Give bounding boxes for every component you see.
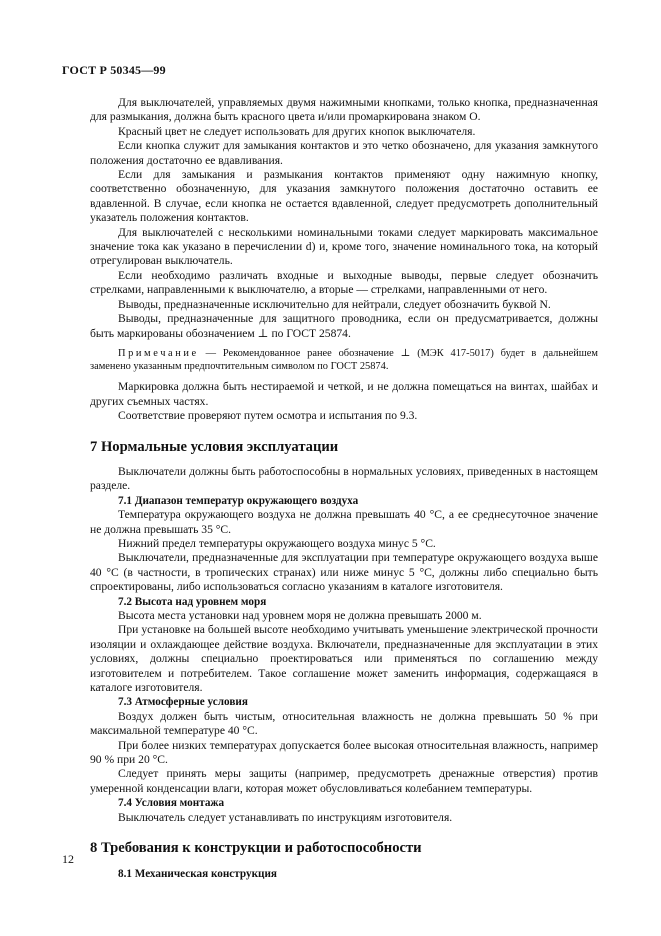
paragraph: Выключатель следует устанавливать по инструкциям изготовителя. (118, 810, 453, 824)
subsection-7-1-heading: 7.1 Диапазон температур окружающего воздуха (118, 494, 359, 507)
paragraph: При более низких температурах допускается более высокая относительная влажность, например 90 % при 20 °С. (90, 738, 598, 767)
paragraph: Соответствие проверяют путем осмотра и испытания по 9.3. (118, 409, 418, 423)
paragraph: Температура окружающего воздуха не должна превышать 40 °С, а ее среднесуточное значение не должна превышать 35 °С. (90, 508, 598, 536)
paragraph: Высота места установки над уровнем моря не должна превышать 2000 м. (118, 609, 482, 622)
section-7-heading: 7 Нормальные условия эксплуатации (90, 438, 339, 455)
note-text: — Рекомендованное ранее обозначение ⊥ (МЭК 417-5017) будет в дальнейшем заменено указанным предпочтительным символом по ГОСТ 25874. (90, 347, 598, 373)
paragraph: При установке на большей высоте необходимо учитывать уменьшение электрической прочности изоляции и охлаждающее действие воздуха. Включатели, предназначенные для эксплуатации в этих условиях, должны специально проектироваться или применяться по соглашению между изготовителем и потребителем. Такое соглашение может заменить информация, содержащаяся в каталоге изготовителя. (90, 623, 598, 695)
paragraph: Для выключателей, управляемых двумя нажимными кнопками, только кнопка, предназначенная для размыкания, должна быть красного цвета и/или промаркирована знаком О. (90, 96, 598, 124)
subsection-8-1-heading: 8.1 Механическая конструкция (118, 867, 277, 880)
subsection-7-4-heading: 7.4 Условия монтажа (118, 797, 225, 810)
paragraph: Маркировка должна быть нестираемой и четкой, и не должна помещаться на винтах, шайбах и других съемных частях. (90, 380, 598, 408)
paragraph: Нижний предел температуры окружающего воздуха минус 5 °С. (118, 536, 436, 550)
note (90, 347, 598, 373)
note-label: Примечание (118, 347, 199, 359)
page-content (90, 96, 598, 881)
paragraph: Выключатели должны быть работоспособны в нормальных условиях, приведенных в настоящем разделе. (90, 464, 598, 493)
paragraph: Выводы, предназначенные для защитного проводника, если он предусматривается, должны быть маркированы обозначением ⊥ по ГОСТ 25874. (90, 312, 598, 340)
page-number: 12 (62, 852, 74, 866)
section-8-heading: 8 Требования к конструкции и работоспособности (90, 840, 422, 857)
paragraph: Следует принять меры защиты (например, предусмотреть дренажные отверстия) против умеренной конденсации влаги, которая может обусловливаться колебанием температуры. (90, 767, 598, 795)
subsection-7-2-heading: 7.2 Высота над уровнем моря (118, 595, 267, 608)
paragraph: Красный цвет не следует использовать для других кнопок выключателя. (118, 124, 476, 138)
paragraph: Выводы, предназначенные исключительно для нейтрали, следует обозначить буквой N. (118, 297, 551, 311)
paragraph: Если для замыкания и размыкания контактов применяют одну нажимную кнопку, соответственно обозначенную, для указания замкнутого положения достаточно оставить ее вдавленной. В случае, если кнопка не остается вдавленной, следует предусмотреть дополнительный указатель положения контактов. (90, 168, 598, 225)
paragraph: Если кнопка служит для замыкания контактов и это четко обозначено, для указания замкнутого положения достаточно ее вдавливания. (90, 139, 598, 167)
paragraph: Для выключателей с несколькими номинальными токами следует маркировать максимальное значение тока как указано в перечислении d) и, кроме того, значение номинального тока, на который отрегулирован выключатель. (90, 225, 598, 268)
subsection-7-3-heading: 7.3 Атмосферные условия (118, 696, 248, 709)
paragraph: Воздух должен быть чистым, относительная влажность не должна превышать 50 % при максимальной температуре 40 °С. (90, 709, 598, 738)
paragraph: Если необходимо различать входные и выходные выводы, первые следует обозначить стрелками, направленными к выключателю, а вторые — стрелками, направленными от него. (90, 268, 598, 297)
paragraph: Выключатели, предназначенные для эксплуатации при температуре окружающего воздуха выше 40 °С (в частности, в тропических странах) или ниже минус 5 °С, должны либо специально быть спроектированы, либо использоваться согласно указаниям в каталоге изготовителя. (90, 551, 598, 594)
document-header: ГОСТ Р 50345—99 (62, 63, 166, 77)
